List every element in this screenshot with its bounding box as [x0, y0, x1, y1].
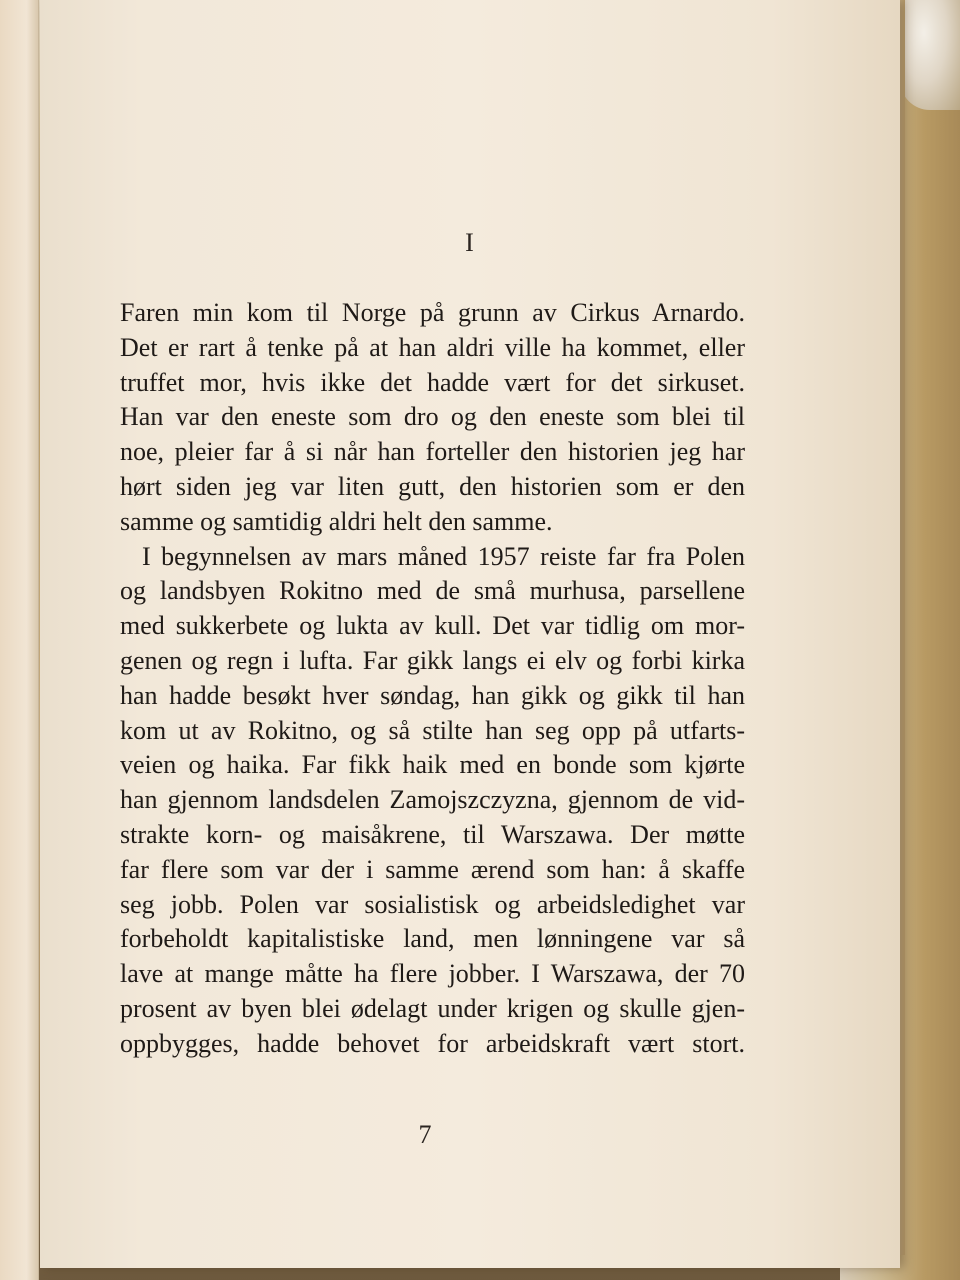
text-line: kom ut av Rokitno, og så stilte han seg opp på utfarts-: [120, 715, 745, 745]
text-line: noe, pleier far å si når han forteller den historien jeg har: [120, 437, 745, 467]
text-line: Det er rart å tenke på at han aldri ville ha kommet, eller: [120, 332, 745, 362]
text-line: oppbygges, hadde behovet for arbeidskraft vært stort.: [120, 1028, 745, 1058]
text-line: med sukkerbete og lukta av kull. Det var tidlig om mor-: [120, 611, 745, 641]
text-line: lave at mange måtte ha flere jobber. I Warszawa, der 70: [120, 959, 745, 989]
text-line: hørt siden jeg var liten gutt, den historien som er den: [120, 471, 745, 501]
paragraph-1: [120, 296, 745, 540]
text-line: prosent av byen blei ødelagt under krigen og skulle gjen-: [120, 993, 745, 1023]
body-text: [120, 296, 745, 1062]
corner-object: [900, 0, 960, 110]
text-line: veien og haika. Far fikk haik med en bonde som kjørte: [120, 750, 745, 780]
text-line: strakte korn- og maisåkrene, til Warszawa. Der møtte: [120, 819, 745, 849]
facing-page-edge: [0, 0, 39, 1280]
text-line: I begynnelsen av mars måned 1957 reiste far fra Polen: [142, 541, 745, 571]
book-page: [40, 0, 900, 1268]
text-line: samme og samtidig aldri helt den samme.: [120, 506, 553, 536]
paragraph-2: [120, 540, 745, 1062]
text-line: Han var den eneste som dro og den eneste som blei til: [120, 402, 745, 432]
page-number: 7: [418, 1120, 432, 1149]
text-line: og landsbyen Rokitno med de små murhusa, parsellene: [120, 576, 745, 606]
text-line: han gjennom landsdelen Zamojszczyzna, gjennom de vid-: [120, 785, 745, 815]
text-line: truffet mor, hvis ikke det hadde vært for det sirkuset.: [120, 367, 745, 397]
text-line: genen og regn i lufta. Far gikk langs ei elv og forbi kirka: [120, 645, 745, 675]
chapter-number: I: [465, 228, 475, 257]
text-line: Faren min kom til Norge på grunn av Cirkus Arnardo.: [120, 298, 745, 327]
text-line: seg jobb. Polen var sosialistisk og arbeidsledighet var: [120, 889, 745, 919]
text-line: forbeholdt kapitalistiske land, men lønningene var så: [120, 924, 745, 954]
text-line: han hadde besøkt hver søndag, han gikk og gikk til han: [120, 680, 745, 710]
text-line: far flere som var der i samme ærend som han: å skaffe: [120, 854, 745, 884]
